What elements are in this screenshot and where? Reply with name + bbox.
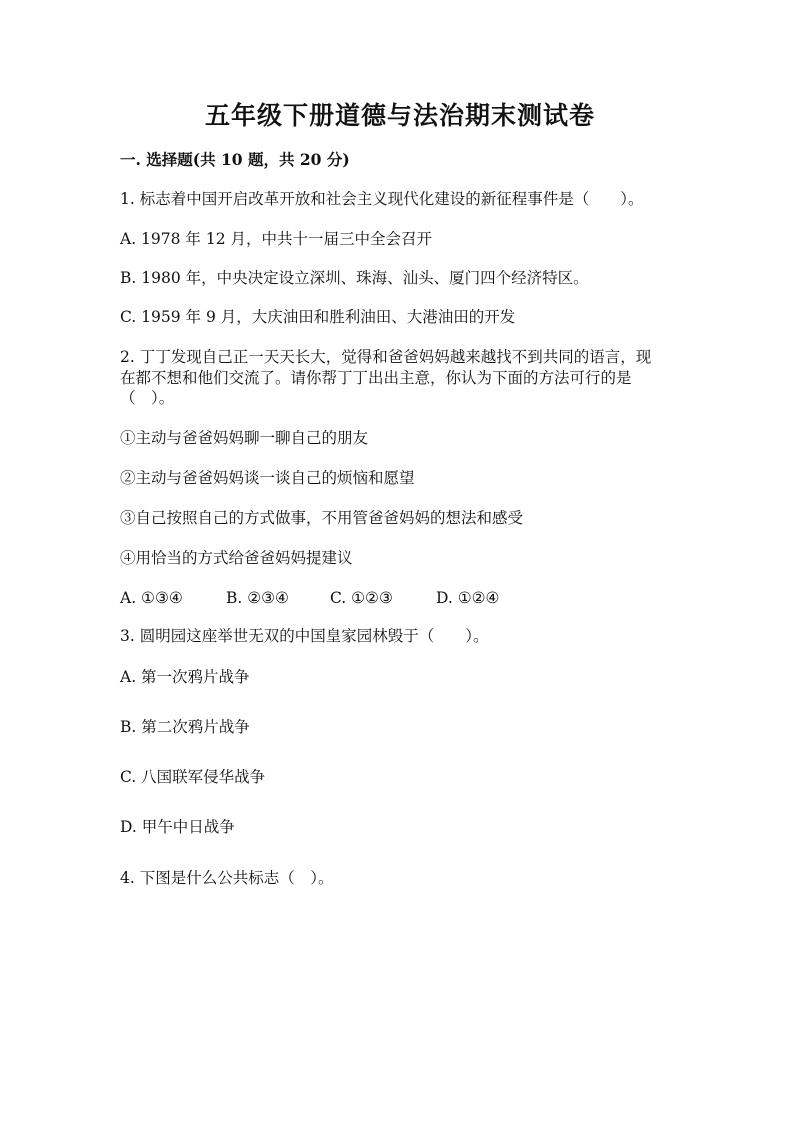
question-3-option-c: C. 八国联军侵华战争 [120, 768, 266, 786]
question-2-stem-line-2: 在都不想和他们交流了。请你帮丁丁出出主意，你认为下面的方法可行的是 [120, 369, 632, 387]
question-3-stem: 3. 圆明园这座举世无双的中国皇家园林毁于（ ）。 [120, 627, 489, 645]
exam-title: 五年级下册道德与法治期末测试卷 [204, 101, 595, 130]
question-3-option-d: D. 甲午中日战争 [120, 818, 235, 836]
question-2-option-d: D. ①②④ [436, 589, 500, 607]
question-2-statement-1: ①主动与爸爸妈妈聊一聊自己的朋友 [120, 429, 369, 447]
question-2-stem-line-1: 2. 丁丁发现自己正一天天长大，觉得和爸爸妈妈越来越找不到共同的语言，现 [120, 348, 652, 366]
question-2-option-a: A. ①③④ [120, 589, 183, 607]
question-2-stem-line-3: （ ）。 [120, 389, 175, 407]
question-4-stem: 4. 下图是什么公共标志（ ）。 [120, 869, 334, 887]
question-2-option-c: C. ①②③ [330, 589, 393, 607]
question-3-option-a: A. 第一次鸦片战争 [120, 668, 250, 686]
question-2-option-b: B. ②③④ [226, 589, 289, 607]
question-1-stem: 1. 标志着中国开启改革开放和社会主义现代化建设的新征程事件是（ ）。 [120, 190, 644, 208]
question-1-option-b: B. 1980 年，中央决定设立深圳、珠海、汕头、厦门四个经济特区。 [120, 269, 589, 287]
question-3-option-b: B. 第二次鸦片战争 [120, 718, 250, 736]
question-2-statement-2: ②主动与爸爸妈妈谈一谈自己的烦恼和愿望 [120, 469, 415, 487]
question-1-option-c: C. 1959 年 9 月，大庆油田和胜利油田、大港油田的开发 [120, 308, 516, 326]
question-1-option-a: A. 1978 年 12 月，中共十一届三中全会召开 [120, 230, 432, 248]
section-heading-multiple-choice: 一. 选择题(共 10 题，共 20 分) [120, 150, 350, 169]
question-2-statement-3: ③自己按照自己的方式做事，不用管爸爸妈妈的想法和感受 [120, 509, 524, 527]
question-2-statement-4: ④用恰当的方式给爸爸妈妈提建议 [120, 549, 353, 567]
